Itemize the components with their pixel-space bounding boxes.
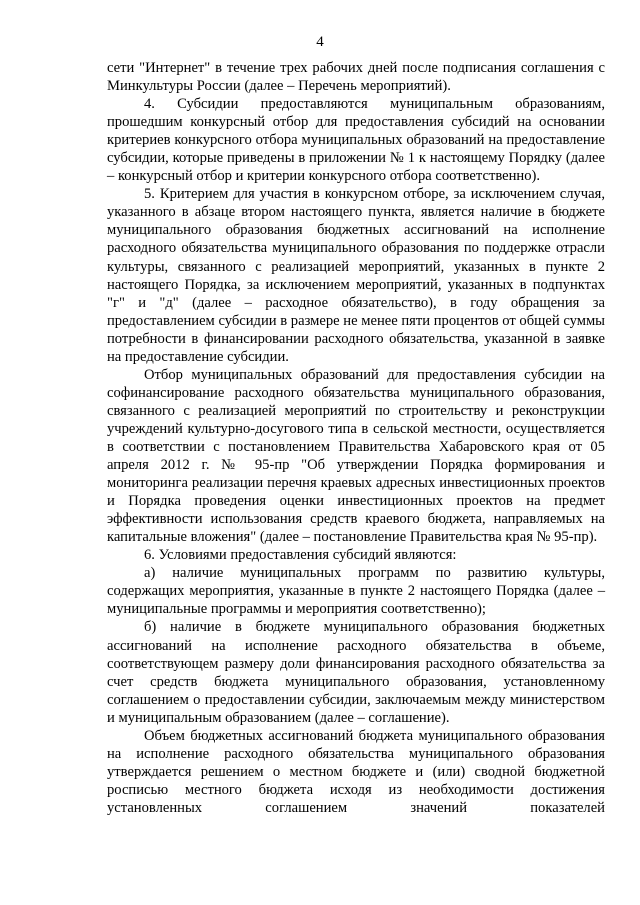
paragraph-item-6: 6. Условиями предоставления субсидий являются: — [144, 547, 457, 564]
page-number: 4 — [316, 34, 324, 50]
paragraph-item-4: 4. Субсидии предоставляются муниципальным образованиям, прошедшим конкурсный отбор для предоставления субсидий на основании критериев конкурсного отбора муниципальных образований на предоставление субсидии, которые приведены в приложении № 1 к настоящему Порядку (далее – конкурсный отбор и критерии конкурсного отбора соответственно). — [107, 96, 605, 185]
paragraph-budget-volume: Объем бюджетных ассигнований бюджета муниципального образования на исполнение расходного обязательства муниципального образования утверждается решением о местном бюджете и (или) сводной бюджетной росписью местного бюджета исходя из необходимости достижения установленных соглашением значений показателей — [107, 727, 605, 816]
paragraph-item-5: 5. Критерием для участия в конкурсном отборе, за исключением случая, указанного в абзаце втором настоящего пункта, является наличие в бюджете муниципального образования бюджетных ассигнований на исполнение расходного обязательства муниципального образования по поддержке отрасли культуры, связанного с реализацией мероприятий, указанных в пункте 2 настоящего Порядка, за исключением мероприятий, указанных в подпунктах "г" и "д" (далее – расходное обязательство), в году обращения за предоставлением субсидии в размере не менее пяти процентов от общей суммы потребности в финансировании расходного обязательства, указанной в заявке на предоставление субсидии. — [107, 186, 605, 365]
document-body — [107, 59, 605, 817]
paragraph-selection: Отбор муниципальных образований для предоставления субсидии на софинансирование расходного обязательства муниципального образования, связанного с реализацией мероприятий по строительству и реконструкции учреждений культурно-досугового типа в сельской местности, осуществляется в соответствии с постановлением Правительства Хабаровского края от 05 апреля 2012 г. № 95-пр "Об утверждении Порядка формирования и мониторинга реализации перечня краевых адресных инвестиционных проектов и Порядка проведения оценки инвестиционных проектов на предмет эффективности использования средств краевого бюджета, направляемых на капитальные вложения" (далее – постановление Правительства края № 95-пр). — [107, 366, 605, 546]
paragraph-condition-a: а) наличие муниципальных программ по развитию культуры, содержащих мероприятия, указанные в пункте 2 настоящего Порядка (далее – муниципальные программы и мероприятия соответственно); — [107, 565, 605, 618]
paragraph-condition-b: б) наличие в бюджете муниципального образования бюджетных ассигнований на исполнение расходного обязательства в объеме, соответствующем размеру доли финансирования расходного обязательства за счет средств бюджета муниципального образования, установленному соглашением о предоставлении субсидии, заключаемым между министерством и муниципальным образованием (далее – соглашение). — [107, 619, 605, 726]
paragraph-continuation: сети "Интернет" в течение трех рабочих дней после подписания соглашения с Минкультуры России (далее – Перечень мероприятий). — [107, 60, 605, 95]
